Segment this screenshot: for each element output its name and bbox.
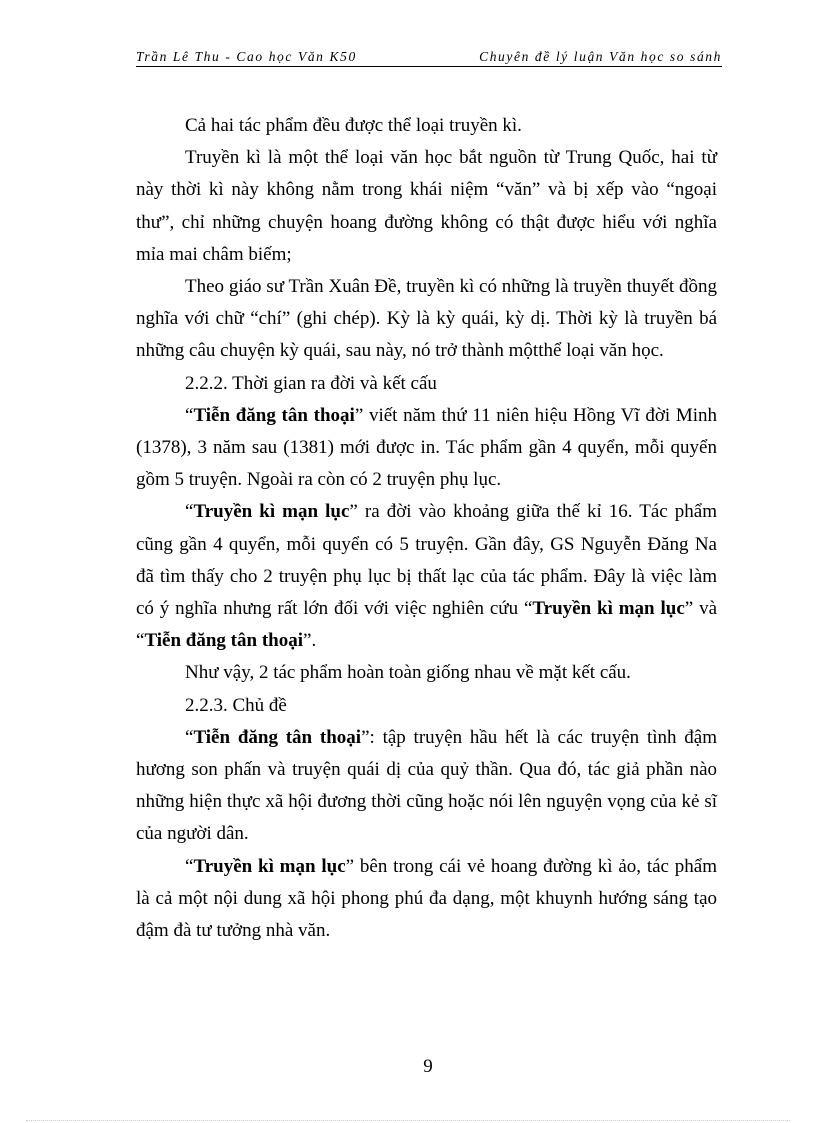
paragraph-tran-xuan-de: Theo giáo sư Trần Xuân Đề, truyền kì có những là truyền thuyết đồng nghĩa với chữ “chí” (ghi chép). Kỳ là kỳ quái, kỳ dị. Thời kỳ là truyền bá những câu chuyện kỳ quái, sau này, nó trở thành mộtthể loại văn học. [136,276,717,362]
work-title: Truyền kì mạn lục [532,598,685,620]
paragraph-truyen-ki-structure: “Truyền kì mạn lục” ra đời vào khoảng giữa thế kỉ 16. Tác phẩm cũng gần 4 quyển, mỗi quyển có 5 truyện. Gần đây, GS Nguyễn Đăng Na đã tìm thấy cho 2 truyện phụ lục bị thất lạc của tác phẩm. Đây là việc làm có ý nghĩa nhưng rất lớn đối với việc nghiên cứu “Truyền kì mạn lục” và “Tiễn đăng tân thoại”. [136,501,718,652]
running-header [136,48,722,67]
page-bottom-divider [26,1120,790,1121]
paragraph-truyen-ki-theme: “Truyền kì mạn lục” bên trong cái vẻ hoang đường kì ảo, tác phẩm là cả một nội dung xã hội phong phú đa dạng, một khuynh hướng sáng tạo đậm đà tư tưởng nhà văn. [136,855,717,942]
paragraph-text: bên trong cái vẻ hoang đường kì ảo, tác phẩm là cả một nội dung xã hội phong phú đa dạng, một khuynh hướng sáng tạo đậm đà tư tưởng nhà văn. [136,855,717,942]
paragraph-text: : tập truyện hầu hết là các truyện tình đậm hương son phấn và truyện quái dị của quỷ thần. Qua đó, tác giả phần nào những hiện thực xã hội đương thời cũng hoặc nói lên nguyện vọng của kẻ sĩ của người dân. [136,726,717,845]
work-title: Tiễn đăng tân thoại [193,726,362,748]
section-heading-2-2-3: 2.2.3. Chủ đề [185,694,287,716]
paragraph-tien-dang-theme: “Tiễn đăng tân thoại”: tập truyện hầu hết là các truyện tình đậm hương son phấn và truyện quái dị của quỷ thần. Qua đó, tác giả phần nào những hiện thực xã hội đương thời cũng hoặc nói lên nguyện vọng của kẻ sĩ của người dân. [136,726,717,845]
paragraph-genre-definition: Truyền kì là một thể loại văn học bắt nguồn từ Trung Quốc, hai từ này thời kì này không nằm trong khái niệm “văn” và bị xếp vào “ngoại thư”, chỉ những chuyện hoang đường không có thật được hiểu với nghĩa mỉa mai châm biếm; [136,147,717,265]
header-author: Trần Lê Thu - Cao học Văn K50 [136,49,357,64]
paragraph-conclusion: Như vậy, 2 tác phẩm hoàn toàn giống nhau về mặt kết cấu. [185,662,631,684]
section-heading-2-2-2: 2.2.2. Thời gian ra đời và kết cấu [185,372,437,394]
header-course-title: Chuyên đề lý luận Văn học so sánh [479,49,722,64]
paragraph-intro: Cả hai tác phẩm đều được thể loại truyền kì. [185,115,522,136]
page-body [136,110,717,947]
work-title: Truyền kì mạn lục [193,501,350,523]
work-title: Tiễn đăng tân thoại [144,630,303,652]
paragraph-text: ra đời vào khoảng giữa thế kỉ 16. Tác phẩm cũng gần 4 quyển, mỗi quyển có 5 truyện. Gần đây, GS Nguyễn Đăng Na đã tìm thấy cho 2 truyện phụ lục bị thất lạc của tác phẩm. Đây là việc làm có ý nghĩa nhưng rất lớn đối với việc nghiên cứu [136,501,718,620]
work-title: Truyền kì mạn lục [193,855,346,877]
work-title: Tiễn đăng tân thoại [193,404,355,426]
paragraph-tien-dang-structure: “Tiễn đăng tân thoại” viết năm thứ 11 niên hiệu Hồng Vĩ đời Minh (1378), 3 năm sau (1381) mới được in. Tác phẩm gần 4 quyển, mỗi quyển gồm 5 truyện. Ngoài ra còn có 2 truyện phụ lục. [136,404,717,491]
paragraph-text: và [693,598,717,620]
paragraph-text: . [311,630,317,652]
page-number: 9 [423,1056,433,1077]
paragraph-text: viết năm thứ 11 niên hiệu Hồng Vĩ đời Minh (1378), 3 năm sau (1381) mới được in. Tác phẩm gần 4 quyển, mỗi quyển gồm 5 truyện. Ngoài ra còn có 2 truyện phụ lục. [136,404,717,491]
